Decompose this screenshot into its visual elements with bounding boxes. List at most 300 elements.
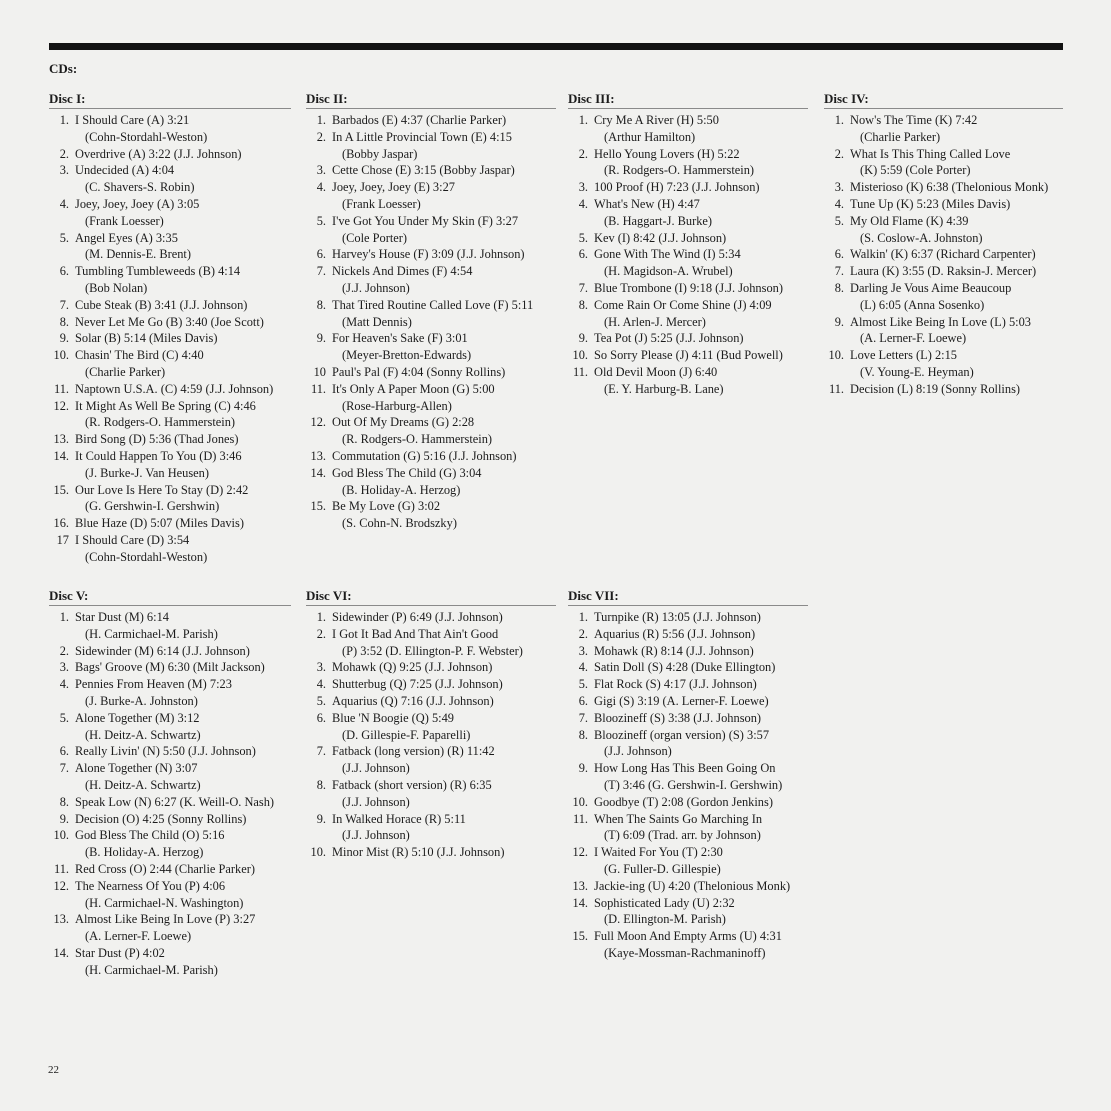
track-item xyxy=(824,179,1063,196)
track-credit: (J.J. Johnson) xyxy=(342,794,410,809)
track-number: 5. xyxy=(834,213,844,228)
track-credit: (L) 6:05 (Anna Sosenko) xyxy=(860,297,985,312)
track-number: 5. xyxy=(316,693,326,708)
track-number: 2. xyxy=(834,146,844,161)
track-item xyxy=(306,213,556,247)
track-item xyxy=(306,710,556,744)
track-number: 17 xyxy=(56,532,69,547)
track-number: 9. xyxy=(316,331,326,346)
track-title: Cube Steak (B) 3:41 (J.J. Johnson) xyxy=(75,297,248,312)
track-title: Really Livin' (N) 5:50 (J.J. Johnson) xyxy=(75,744,256,759)
track-number: 7. xyxy=(316,744,326,759)
disc-title: Disc IV: xyxy=(824,90,1063,109)
track-title: Be My Love (G) 3:02 xyxy=(332,499,441,514)
track-item xyxy=(306,364,556,381)
track-number: 1. xyxy=(59,610,69,624)
track-title: Sophisticated Lady (U) 2:32 xyxy=(594,895,735,910)
track-number: 4. xyxy=(316,180,326,195)
track-item xyxy=(568,727,808,761)
track-number: 3. xyxy=(578,643,588,658)
track-credit: (S. Coslow-A. Johnston) xyxy=(860,230,983,245)
track-item xyxy=(306,263,556,297)
track-item xyxy=(306,498,556,532)
track-title: Flat Rock (S) 4:17 (J.J. Johnson) xyxy=(594,677,757,692)
track-title: Pennies From Heaven (M) 7:23 xyxy=(75,677,232,692)
track-item xyxy=(306,743,556,777)
track-title: It's Only A Paper Moon (G) 5:00 xyxy=(332,381,495,396)
track-title: Now's The Time (K) 7:42 xyxy=(850,113,978,127)
track-number: 8. xyxy=(834,280,844,295)
track-item xyxy=(568,347,808,364)
track-title: Tea Pot (J) 5:25 (J.J. Johnson) xyxy=(594,331,744,346)
track-number: 6. xyxy=(316,247,326,262)
track-title: Commutation (G) 5:16 (J.J. Johnson) xyxy=(332,448,517,463)
track-title: I've Got You Under My Skin (F) 3:27 xyxy=(332,213,519,228)
track-number: 8. xyxy=(59,314,69,329)
track-number: 7. xyxy=(316,264,326,279)
track-title: Darling Je Vous Aime Beaucoup xyxy=(850,280,1012,295)
track-item xyxy=(49,263,291,297)
track-item xyxy=(49,760,291,794)
track-title: Out Of My Dreams (G) 2:28 xyxy=(332,415,475,430)
track-title: 100 Proof (H) 7:23 (J.J. Johnson) xyxy=(594,180,760,195)
track-title: God Bless The Child (O) 5:16 xyxy=(75,828,225,843)
track-number: 9. xyxy=(59,811,69,826)
track-credit: (T) 6:09 (Trad. arr. by Johnson) xyxy=(604,828,761,843)
track-credit: (B. Haggart-J. Burke) xyxy=(604,213,713,228)
track-number: 2. xyxy=(59,146,69,161)
track-title: Paul's Pal (F) 4:04 (Sonny Rollins) xyxy=(332,364,506,379)
track-item xyxy=(568,710,808,727)
track-title: Mohawk (R) 8:14 (J.J. Johnson) xyxy=(594,643,754,658)
track-credit: (J.J. Johnson) xyxy=(342,280,410,295)
track-item xyxy=(49,448,291,482)
track-item xyxy=(306,811,556,845)
track-title: Cry Me A River (H) 5:50 xyxy=(594,113,719,127)
track-credit: (B. Holiday-A. Herzog) xyxy=(85,845,204,860)
track-item xyxy=(49,643,291,660)
track-item xyxy=(568,693,808,710)
track-credit: (H. Magidson-A. Wrubel) xyxy=(604,264,733,279)
track-title: Mohawk (Q) 9:25 (J.J. Johnson) xyxy=(332,660,493,675)
track-title: Bloozineff (organ version) (S) 3:57 xyxy=(594,727,770,742)
track-list xyxy=(49,609,291,979)
track-number: 3. xyxy=(316,660,326,675)
track-item xyxy=(568,609,808,626)
track-item xyxy=(49,811,291,828)
track-title: What's New (H) 4:47 xyxy=(594,196,700,211)
track-item xyxy=(568,626,808,643)
track-item xyxy=(568,179,808,196)
track-item xyxy=(568,112,808,146)
track-title: Our Love Is Here To Stay (D) 2:42 xyxy=(75,482,249,497)
track-item xyxy=(568,196,808,230)
track-number: 16. xyxy=(53,516,69,531)
track-item xyxy=(49,196,291,230)
track-title: Barbados (E) 4:37 (Charlie Parker) xyxy=(332,113,507,127)
track-credit: (Frank Loesser) xyxy=(85,213,164,228)
track-credit: (K) 5:59 (Cole Porter) xyxy=(860,163,971,178)
track-credit: (M. Dennis-E. Brent) xyxy=(85,247,191,262)
track-number: 14. xyxy=(572,895,588,910)
track-title: Old Devil Moon (J) 6:40 xyxy=(594,364,718,379)
track-item xyxy=(824,347,1063,381)
track-title: In A Little Provincial Town (E) 4:15 xyxy=(332,129,512,144)
disc-title: Disc III: xyxy=(568,90,808,109)
track-credit: (Kaye-Mossman-Rachmaninoff) xyxy=(604,945,766,960)
track-title: Sidewinder (P) 6:49 (J.J. Johnson) xyxy=(332,610,503,624)
track-number: 5. xyxy=(578,677,588,692)
track-number: 5. xyxy=(578,230,588,245)
track-item xyxy=(49,878,291,912)
track-number: 2. xyxy=(59,643,69,658)
track-list xyxy=(306,609,556,861)
track-item xyxy=(568,794,808,811)
track-credit: (H. Deitz-A. Schwartz) xyxy=(85,727,201,742)
track-credit: (Cohn-Stordahl-Weston) xyxy=(85,129,208,144)
section-heading: CDs: xyxy=(49,61,78,76)
track-number: 11. xyxy=(310,381,326,396)
track-number: 8. xyxy=(59,794,69,809)
track-title: Bags' Groove (M) 6:30 (Milt Jackson) xyxy=(75,660,265,675)
track-item xyxy=(49,347,291,381)
track-credit: (Meyer-Bretton-Edwards) xyxy=(342,348,472,363)
track-title: Joey, Joey, Joey (A) 3:05 xyxy=(75,196,200,211)
track-item xyxy=(306,112,556,129)
track-list xyxy=(568,609,808,962)
track-title: Blue 'N Boogie (Q) 5:49 xyxy=(332,710,454,725)
track-title: That Tired Routine Called Love (F) 5:11 xyxy=(332,297,534,312)
track-credit: (Matt Dennis) xyxy=(342,314,412,329)
track-credit: (T) 3:46 (G. Gershwin-I. Gershwin) xyxy=(604,777,783,792)
track-item xyxy=(49,659,291,676)
track-title: Tumbling Tumbleweeds (B) 4:14 xyxy=(75,264,241,279)
track-item xyxy=(49,676,291,710)
track-title: Aquarius (R) 5:56 (J.J. Johnson) xyxy=(594,626,756,641)
track-item xyxy=(306,609,556,626)
track-item xyxy=(568,643,808,660)
track-credit: (J.J. Johnson) xyxy=(342,761,410,776)
track-title: I Waited For You (T) 2:30 xyxy=(594,845,723,860)
track-title: Bloozineff (S) 3:38 (J.J. Johnson) xyxy=(594,710,762,725)
page-number: 22 xyxy=(48,1064,59,1076)
track-number: 2. xyxy=(578,146,588,161)
track-number: 13. xyxy=(53,912,69,927)
track-item xyxy=(49,162,291,196)
track-item xyxy=(306,448,556,465)
track-number: 6. xyxy=(578,247,588,262)
track-number: 10. xyxy=(828,348,844,363)
track-item xyxy=(568,246,808,280)
track-title: It Could Happen To You (D) 3:46 xyxy=(75,448,242,463)
track-credit: (J. Burke-A. Johnston) xyxy=(85,693,198,708)
track-title: Almost Like Being In Love (P) 3:27 xyxy=(75,912,256,927)
track-credit: (Bobby Jaspar) xyxy=(342,146,418,161)
track-credit: (H. Deitz-A. Schwartz) xyxy=(85,777,201,792)
track-title: For Heaven's Sake (F) 3:01 xyxy=(332,331,468,346)
track-number: 10. xyxy=(310,845,326,860)
track-credit: (G. Fuller-D. Gillespie) xyxy=(604,861,721,876)
track-number: 11. xyxy=(53,861,69,876)
track-title: Star Dust (M) 6:14 xyxy=(75,610,169,624)
track-title: Almost Like Being In Love (L) 5:03 xyxy=(850,314,1032,329)
track-item xyxy=(824,146,1063,180)
track-number: 12. xyxy=(53,878,69,893)
track-credit: (S. Cohn-N. Brodszky) xyxy=(342,516,457,531)
track-number: 10. xyxy=(572,794,588,809)
track-item xyxy=(568,878,808,895)
track-credit: (R. Rodgers-O. Hammerstein) xyxy=(604,163,755,178)
track-number: 4. xyxy=(59,196,69,211)
track-number: 1. xyxy=(316,113,326,127)
track-item xyxy=(49,230,291,264)
track-item xyxy=(824,314,1063,348)
track-number: 12. xyxy=(53,398,69,413)
track-credit: (Bob Nolan) xyxy=(85,280,148,295)
track-title: Cette Chose (E) 3:15 (Bobby Jaspar) xyxy=(332,163,515,178)
top-rule xyxy=(49,43,1063,50)
track-number: 2. xyxy=(316,626,326,641)
track-title: God Bless The Child (G) 3:04 xyxy=(332,465,482,480)
track-title: Aquarius (Q) 7:16 (J.J. Johnson) xyxy=(332,693,494,708)
track-title: Love Letters (L) 2:15 xyxy=(850,348,958,363)
track-item xyxy=(306,465,556,499)
track-number: 6. xyxy=(59,264,69,279)
track-item xyxy=(568,297,808,331)
track-number: 9. xyxy=(578,761,588,776)
disc-6 xyxy=(306,587,556,861)
track-list xyxy=(306,112,556,532)
track-title: Blue Haze (D) 5:07 (Miles Davis) xyxy=(75,516,244,531)
track-item xyxy=(49,743,291,760)
track-credit: (H. Carmichael-M. Parish) xyxy=(85,626,218,641)
track-item xyxy=(568,895,808,929)
track-item xyxy=(306,777,556,811)
track-number: 7. xyxy=(578,710,588,725)
track-credit: (H. Carmichael-M. Parish) xyxy=(85,962,218,977)
track-title: Chasin' The Bird (C) 4:40 xyxy=(75,348,204,363)
track-credit: (J.J. Johnson) xyxy=(604,744,672,759)
track-number: 8. xyxy=(316,777,326,792)
track-title: In Walked Horace (R) 5:11 xyxy=(332,811,466,826)
track-item xyxy=(306,179,556,213)
track-credit: (Rose-Harburg-Allen) xyxy=(342,398,452,413)
track-title: Angel Eyes (A) 3:35 xyxy=(75,230,178,245)
track-title: Joey, Joey, Joey (E) 3:27 xyxy=(332,180,455,195)
track-number: 6. xyxy=(59,744,69,759)
track-item xyxy=(306,246,556,263)
track-number: 15. xyxy=(310,499,326,514)
track-title: Star Dust (P) 4:02 xyxy=(75,945,165,960)
track-title: Alone Together (M) 3:12 xyxy=(75,710,200,725)
track-credit: (D. Gillespie-F. Paparelli) xyxy=(342,727,471,742)
track-number: 10 xyxy=(313,364,326,379)
track-number: 8. xyxy=(578,297,588,312)
disc-title: Disc VII: xyxy=(568,587,808,606)
disc-7 xyxy=(568,587,808,962)
track-item xyxy=(306,162,556,179)
track-credit: (J. Burke-J. Van Heusen) xyxy=(85,465,209,480)
track-item xyxy=(824,112,1063,146)
track-title: When The Saints Go Marching In xyxy=(594,811,763,826)
track-item xyxy=(824,213,1063,247)
track-number: 6. xyxy=(834,247,844,262)
track-item xyxy=(49,609,291,643)
track-number: 11. xyxy=(572,811,588,826)
track-number: 9. xyxy=(834,314,844,329)
track-title: Minor Mist (R) 5:10 (J.J. Johnson) xyxy=(332,845,505,860)
track-item xyxy=(49,532,291,566)
disc-2 xyxy=(306,90,556,532)
track-credit: (Cole Porter) xyxy=(342,230,408,245)
track-title: Satin Doll (S) 4:28 (Duke Ellington) xyxy=(594,660,776,675)
track-number: 2. xyxy=(316,129,326,144)
track-title: Sidewinder (M) 6:14 (J.J. Johnson) xyxy=(75,643,250,658)
track-title: Blue Trombone (I) 9:18 (J.J. Johnson) xyxy=(594,280,783,295)
track-title: Gone With The Wind (I) 5:34 xyxy=(594,247,741,262)
track-number: 11. xyxy=(572,364,588,379)
track-item xyxy=(306,626,556,660)
track-title: So Sorry Please (J) 4:11 (Bud Powell) xyxy=(594,348,783,363)
track-credit: (Cohn-Stordahl-Weston) xyxy=(85,549,208,564)
track-title: Fatback (short version) (R) 6:35 xyxy=(332,777,492,792)
track-number: 3. xyxy=(578,180,588,195)
track-item xyxy=(306,676,556,693)
disc-4 xyxy=(824,90,1063,398)
track-number: 12. xyxy=(310,415,326,430)
track-title: Bird Song (D) 5:36 (Thad Jones) xyxy=(75,432,239,447)
track-number: 11. xyxy=(828,381,844,396)
track-title: Laura (K) 3:55 (D. Raksin-J. Mercer) xyxy=(850,264,1037,279)
track-number: 8. xyxy=(578,727,588,742)
track-title: My Old Flame (K) 4:39 xyxy=(850,213,969,228)
track-number: 6. xyxy=(578,693,588,708)
track-item xyxy=(49,330,291,347)
track-number: 14. xyxy=(310,465,326,480)
track-number: 8. xyxy=(316,297,326,312)
track-title: How Long Has This Been Going On xyxy=(594,761,776,776)
track-item xyxy=(49,297,291,314)
track-credit: (H. Arlen-J. Mercer) xyxy=(604,314,706,329)
track-number: 4. xyxy=(578,660,588,675)
track-number: 9. xyxy=(578,331,588,346)
track-item xyxy=(49,911,291,945)
disc-title: Disc V: xyxy=(49,587,291,606)
track-title: Decision (L) 8:19 (Sonny Rollins) xyxy=(850,381,1021,396)
track-number: 4. xyxy=(316,677,326,692)
track-number: 1. xyxy=(316,610,326,624)
track-title: Alone Together (N) 3:07 xyxy=(75,761,198,776)
track-list xyxy=(824,112,1063,398)
track-item xyxy=(824,280,1063,314)
track-credit: (A. Lerner-F. Loewe) xyxy=(860,331,967,346)
track-number: 3. xyxy=(59,660,69,675)
track-number: 14. xyxy=(53,448,69,463)
track-title: Hello Young Lovers (H) 5:22 xyxy=(594,146,740,161)
track-number: 11. xyxy=(53,381,69,396)
track-item xyxy=(306,129,556,163)
track-item xyxy=(49,827,291,861)
track-number: 7. xyxy=(59,297,69,312)
track-number: 1. xyxy=(578,610,588,624)
track-credit: (Frank Loesser) xyxy=(342,196,421,211)
track-item xyxy=(568,676,808,693)
track-title: Never Let Me Go (B) 3:40 (Joe Scott) xyxy=(75,314,264,329)
track-credit: (A. Lerner-F. Loewe) xyxy=(85,929,192,944)
disc-title: Disc I: xyxy=(49,90,291,109)
track-title: Goodbye (T) 2:08 (Gordon Jenkins) xyxy=(594,794,773,809)
track-item xyxy=(568,928,808,962)
track-item xyxy=(306,297,556,331)
track-title: I Should Care (D) 3:54 xyxy=(75,532,190,547)
track-number: 15. xyxy=(572,929,588,944)
track-number: 13. xyxy=(53,432,69,447)
track-number: 7. xyxy=(834,264,844,279)
track-number: 4. xyxy=(578,196,588,211)
track-item xyxy=(824,381,1063,398)
track-number: 3. xyxy=(834,180,844,195)
track-credit: (V. Young-E. Heyman) xyxy=(860,364,974,379)
track-item xyxy=(49,398,291,432)
disc-5 xyxy=(49,587,291,979)
track-item xyxy=(49,381,291,398)
track-title: Naptown U.S.A. (C) 4:59 (J.J. Johnson) xyxy=(75,381,274,396)
track-credit: (J.J. Johnson) xyxy=(342,828,410,843)
track-title: What Is This Thing Called Love xyxy=(850,146,1011,161)
disc-3 xyxy=(568,90,808,398)
disc-1 xyxy=(49,90,291,566)
track-item xyxy=(306,330,556,364)
track-number: 5. xyxy=(316,213,326,228)
disc-title: Disc VI: xyxy=(306,587,556,606)
track-item xyxy=(49,314,291,331)
track-title: Speak Low (N) 6:27 (K. Weill-O. Nash) xyxy=(75,794,275,809)
track-item xyxy=(568,811,808,845)
track-number: 5. xyxy=(59,710,69,725)
track-credit: (Charlie Parker) xyxy=(85,364,166,379)
track-item xyxy=(568,280,808,297)
track-item xyxy=(306,414,556,448)
track-credit: (P) 3:52 (D. Ellington-P. F. Webster) xyxy=(342,643,523,658)
disc-title: Disc II: xyxy=(306,90,556,109)
track-item xyxy=(568,364,808,398)
track-credit: (D. Ellington-M. Parish) xyxy=(604,912,726,927)
track-title: Gigi (S) 3:19 (A. Lerner-F. Loewe) xyxy=(594,693,769,708)
track-credit: (R. Rodgers-O. Hammerstein) xyxy=(342,432,493,447)
track-title: It Might As Well Be Spring (C) 4:46 xyxy=(75,398,256,413)
track-number: 13. xyxy=(310,448,326,463)
track-number: 13. xyxy=(572,878,588,893)
track-title: Kev (I) 8:42 (J.J. Johnson) xyxy=(594,230,727,245)
track-title: Decision (O) 4:25 (Sonny Rollins) xyxy=(75,811,247,826)
track-number: 1. xyxy=(578,113,588,127)
track-item xyxy=(568,146,808,180)
track-title: Harvey's House (F) 3:09 (J.J. Johnson) xyxy=(332,247,525,262)
track-number: 3. xyxy=(59,163,69,178)
track-title: Tune Up (K) 5:23 (Miles Davis) xyxy=(850,196,1011,211)
track-title: Jackie-ing (U) 4:20 (Thelonious Monk) xyxy=(594,878,791,893)
track-number: 3. xyxy=(316,163,326,178)
track-item xyxy=(306,693,556,710)
track-credit: (R. Rodgers-O. Hammerstein) xyxy=(85,415,236,430)
track-number: 1. xyxy=(834,113,844,127)
track-number: 4. xyxy=(834,196,844,211)
track-title: Come Rain Or Come Shine (J) 4:09 xyxy=(594,297,772,312)
track-title: I Should Care (A) 3:21 xyxy=(75,113,190,127)
track-title: Misterioso (K) 6:38 (Thelonious Monk) xyxy=(850,180,1049,195)
track-credit: (H. Carmichael-N. Washington) xyxy=(85,895,244,910)
track-title: Solar (B) 5:14 (Miles Davis) xyxy=(75,331,218,346)
